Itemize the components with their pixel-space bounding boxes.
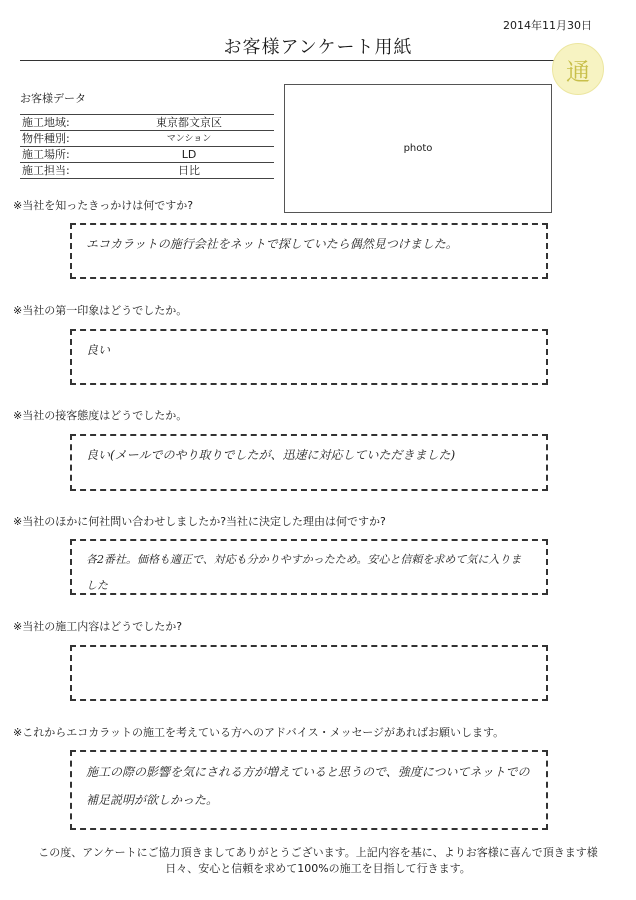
question-3: ※当社の接客態度はどうでしたか。 bbox=[13, 409, 188, 422]
title-underline bbox=[20, 60, 588, 61]
area-label: 施工地域: bbox=[20, 115, 104, 131]
area-value: 東京都文京区 bbox=[104, 115, 274, 131]
approval-stamp: 通 bbox=[552, 43, 604, 95]
customer-data-heading: お客様データ bbox=[20, 92, 86, 105]
location-value: LD bbox=[104, 147, 274, 163]
row-property-type bbox=[20, 131, 274, 147]
photo-label: photo bbox=[403, 143, 433, 154]
answer-5 bbox=[70, 645, 548, 701]
question-5: ※当社の施工内容はどうでしたか? bbox=[13, 620, 183, 633]
row-area bbox=[20, 115, 274, 131]
location-label: 施工場所: bbox=[20, 147, 104, 163]
footer-line-2: 日々、安心と信頼を求めて100%の施工を目指して行きます。 bbox=[165, 862, 471, 875]
photo-placeholder bbox=[284, 84, 552, 213]
property-type-value: マンション bbox=[104, 131, 274, 147]
survey-date: 2014年11月30日 bbox=[503, 19, 592, 32]
answer-2: 良い bbox=[70, 329, 548, 385]
staff-label: 施工担当: bbox=[20, 163, 104, 179]
row-staff bbox=[20, 163, 274, 179]
answer-4: 各2番社。価格も適正で、対応も分かりやすかったため。安心と信頼を求めて気に入りました bbox=[70, 539, 548, 595]
footer-line-1: この度、アンケートにご協力頂きましてありがとうございます。上記内容を基に、よりお客様に喜んで頂きます様 bbox=[38, 846, 598, 859]
page-title: お客様アンケート用紙 bbox=[223, 37, 413, 58]
question-1: ※当社を知ったきっかけは何ですか? bbox=[13, 199, 194, 212]
answer-6: 施工の際の影響を気にされる方が増えていると思うので、強度についてネットでの補足説明が欲しかった。 bbox=[70, 750, 548, 830]
question-4: ※当社のほかに何社問い合わせしましたか?当社に決定した理由は何ですか? bbox=[13, 515, 386, 528]
question-6: ※これからエコカラットの施工を考えている方へのアドバイス・メッセージがあればお願いします。 bbox=[13, 726, 505, 739]
property-type-label: 物件種別: bbox=[20, 131, 104, 147]
answer-1: エコカラットの施行会社をネットで探していたら偶然見つけました。 bbox=[70, 223, 548, 279]
question-2: ※当社の第一印象はどうでしたか。 bbox=[13, 304, 188, 317]
row-location bbox=[20, 147, 274, 163]
answer-3: 良い(メールでのやり取りでしたが、迅速に対応していただきました) bbox=[70, 434, 548, 491]
staff-value: 日比 bbox=[104, 163, 274, 179]
footer-message bbox=[0, 845, 636, 877]
customer-data-table bbox=[20, 114, 274, 179]
